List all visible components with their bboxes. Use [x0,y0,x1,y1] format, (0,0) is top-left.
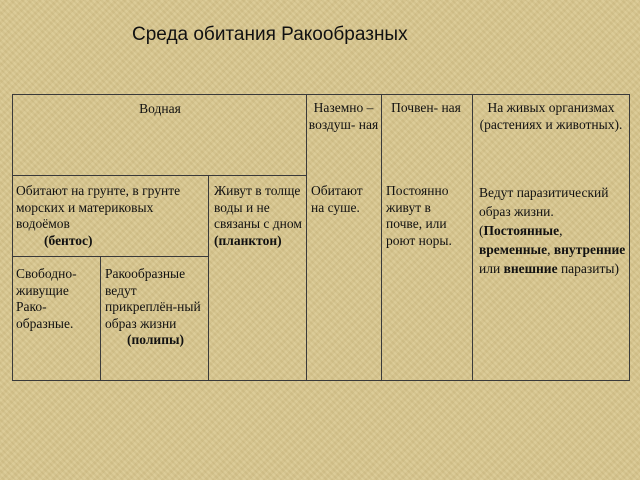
benthos-text: Обитают на грунте, в грунте морских и материковых водоёмов [16,183,181,231]
header-divider [12,175,306,176]
water-inner-divider [208,175,209,381]
water-land-divider [306,94,307,381]
cell-plankton [214,183,304,249]
page-title: Среда обитания Ракообразных [132,24,408,45]
living-intro: Ведут паразитический образ жизни. ( [479,185,609,238]
living-permanent: Постоянные [483,223,560,238]
living-internal: внутренние [553,242,626,257]
header-soil: Почвен- ная [391,100,461,115]
header-living: На живых организмах (растениях и животных). [479,100,623,132]
living-sep2: , [547,242,554,257]
cell-soil: Постоянно живут в почве, или роют норы. [386,183,452,248]
land-soil-divider [381,94,382,381]
cell-living [479,183,629,278]
living-temporary: временные [479,242,548,257]
cell-attached [105,266,205,349]
table-top-border [12,94,629,95]
benthos-divider [12,256,208,257]
living-or: или [479,261,504,276]
table-left-border [12,94,13,381]
benthos-term: (бентос) [44,232,93,248]
soil-living-divider [472,94,473,381]
table-right-border [629,94,630,381]
living-sep1: , [559,223,563,238]
plankton-term: (планктон) [214,232,282,248]
header-land-air: Наземно – воздуш- ная [308,100,379,132]
living-external: внешние [503,261,558,276]
benthos-inner-divider [100,256,101,381]
cell-free-living: Свободно-живущие Рако-образные. [16,266,77,331]
cell-benthos [16,183,206,249]
cell-land-air: Обитают на суше. [311,183,363,215]
plankton-text: Живут в толще воды и не связаны с дном [214,183,302,231]
living-end: паразиты) [557,261,619,276]
table-bottom-border [12,380,629,381]
attached-term: (полипы) [127,332,185,347]
header-water: Водная [139,101,181,116]
attached-text: Ракообразные ведут прикреплён-ный образ жизни [105,266,201,331]
